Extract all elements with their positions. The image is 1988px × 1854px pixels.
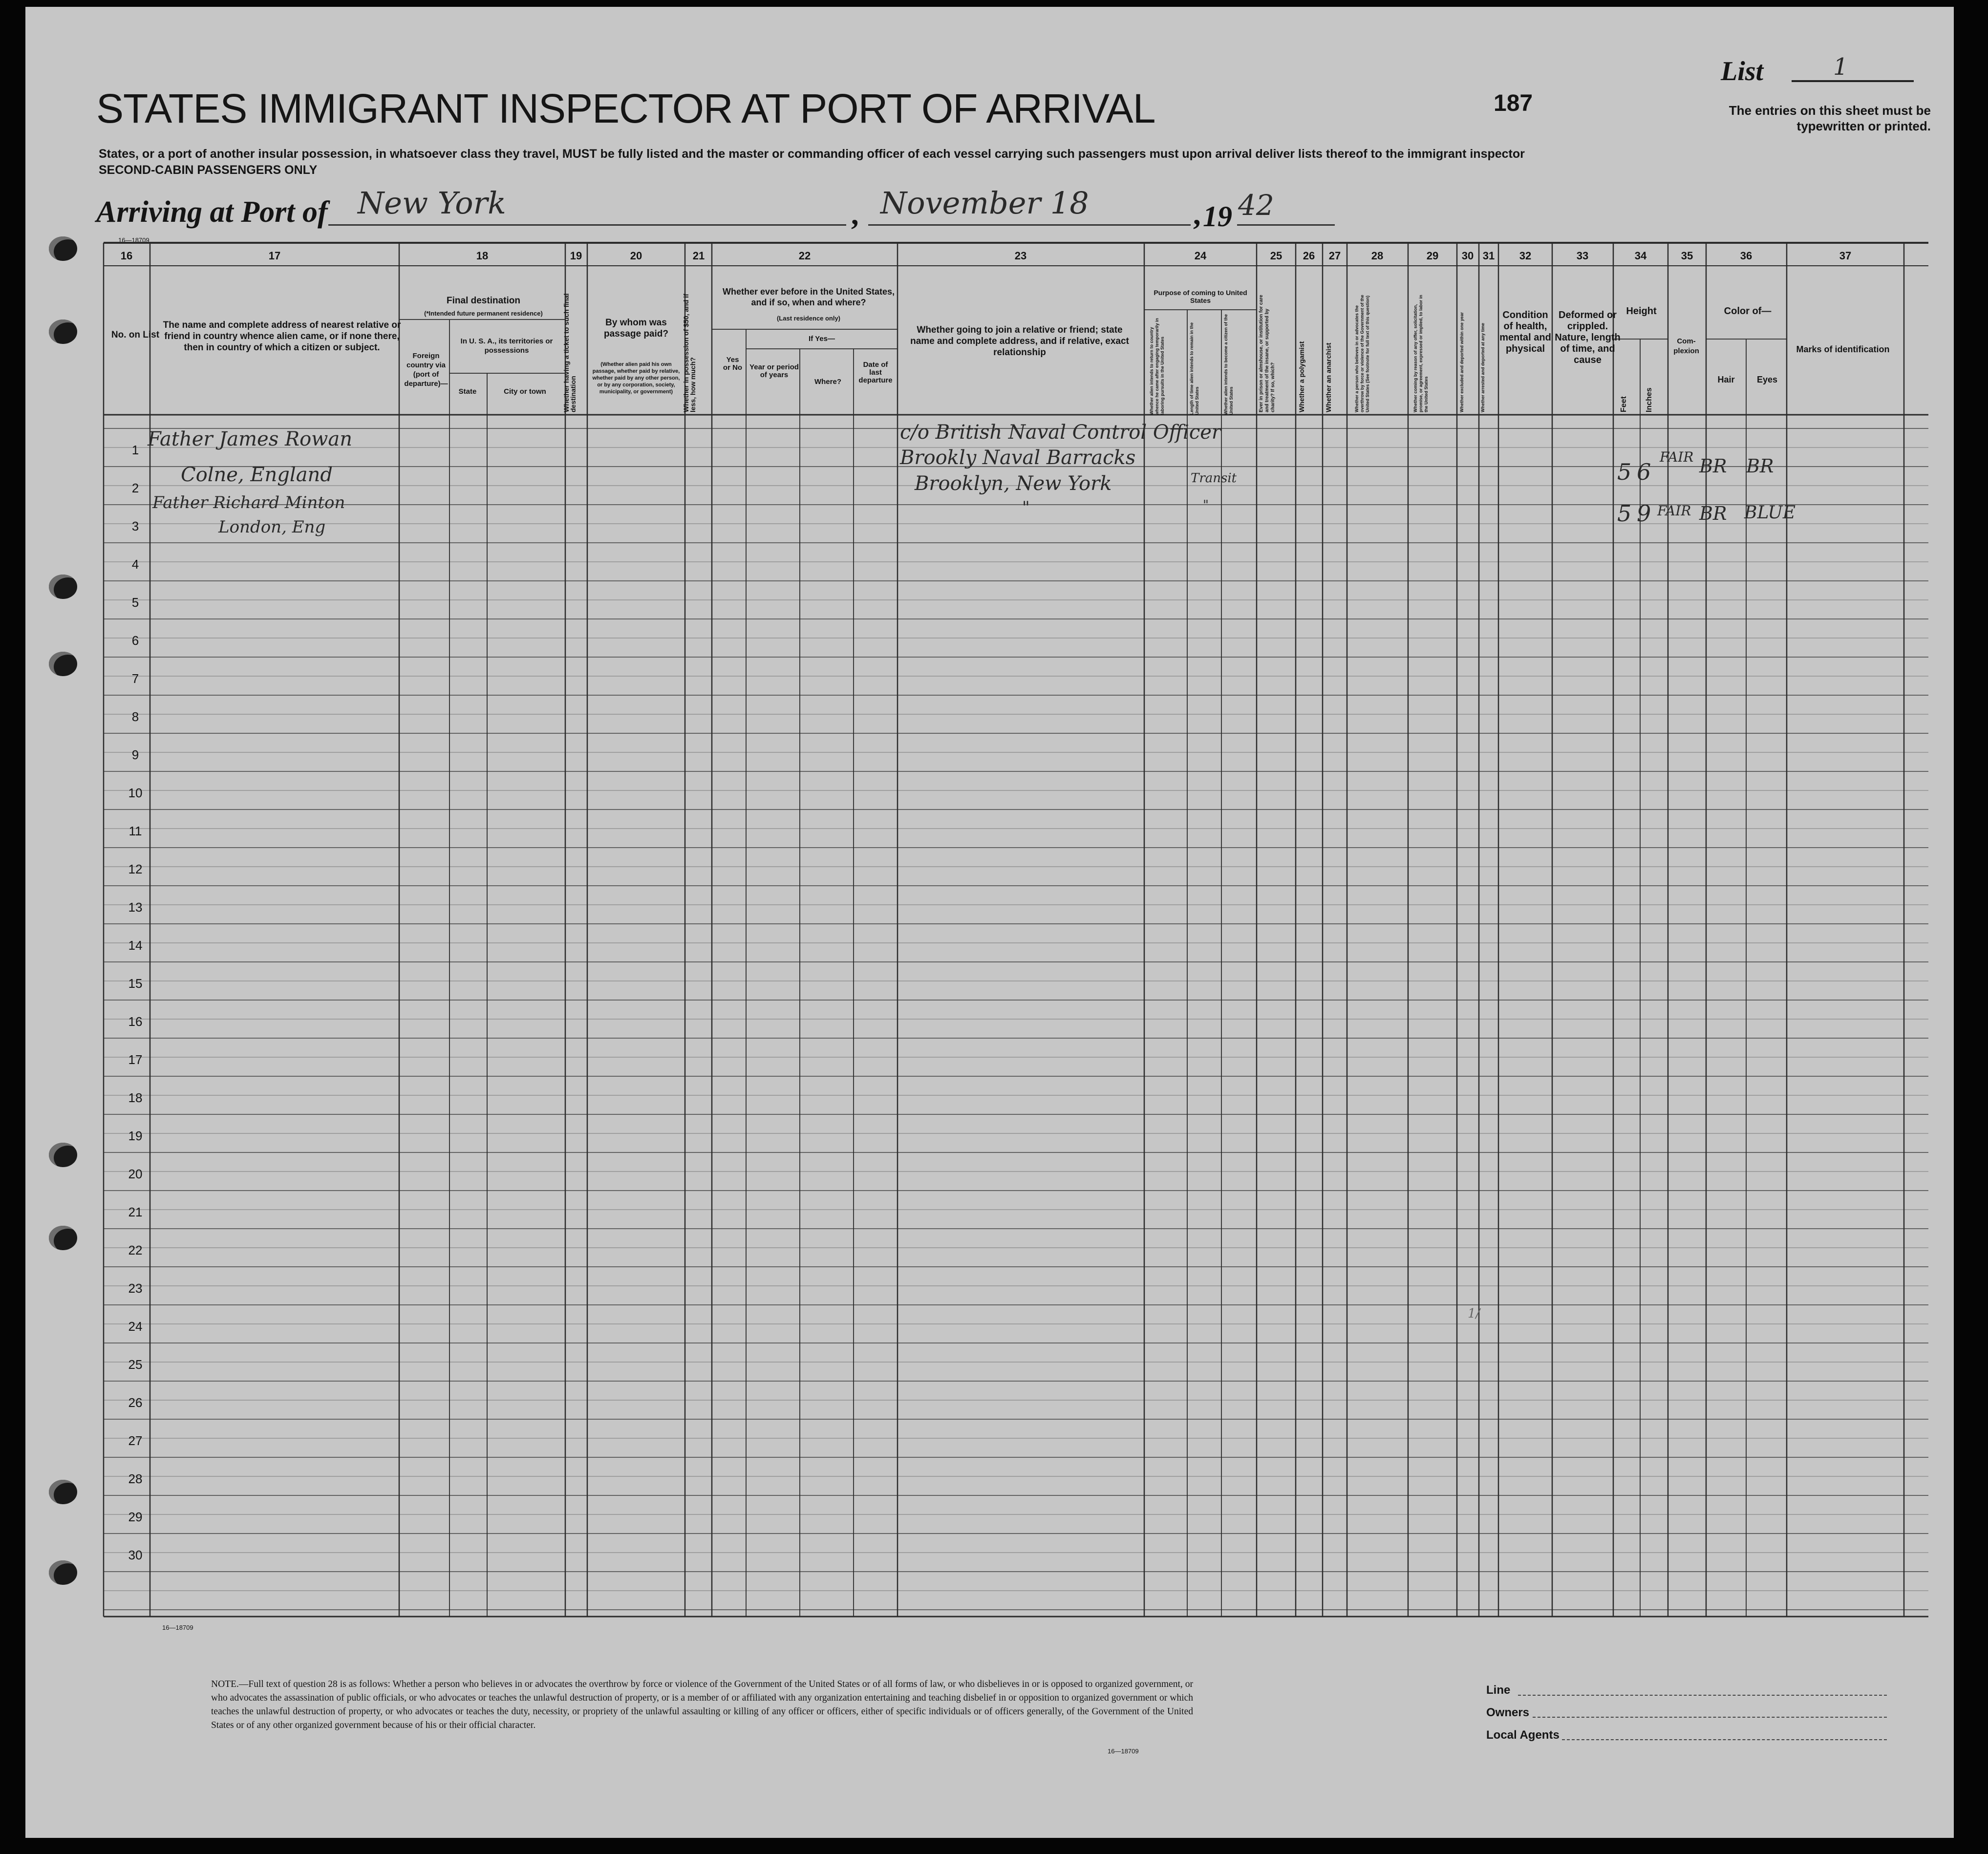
- r1-hair: BR: [1699, 455, 1727, 477]
- row-number: 23: [128, 1281, 143, 1296]
- column-number: 19: [570, 250, 582, 262]
- row-number: 19: [128, 1129, 143, 1143]
- r2-eyes: BLUE: [1744, 503, 1796, 523]
- column-number: 34: [1634, 250, 1647, 262]
- r1-eyes: BR: [1746, 455, 1774, 477]
- r2-relative-line2: London, Eng: [218, 517, 326, 537]
- r1-purpose: Transit: [1191, 471, 1237, 486]
- header-fifty-dollars: Whether in possession of $50, and if less, how much?: [682, 294, 697, 412]
- column-number: 31: [1482, 250, 1495, 262]
- header-purpose: Purpose of coming to United States: [1154, 289, 1247, 304]
- header-city: City or town: [504, 387, 546, 396]
- row-number: 18: [128, 1090, 143, 1105]
- column-number: 16: [120, 250, 133, 262]
- header-passage-paid-sub: (Whether alien paid his own passage, whether paid by relative, whether paid by any other person, or by any corporation, society, municipality, or government): [592, 362, 680, 395]
- r1-relative-line2: Colne, England: [181, 464, 333, 486]
- header-polygamist: Whether a polygamist: [1298, 341, 1305, 412]
- row-number: 13: [128, 900, 143, 915]
- sheet-number: 187: [1494, 90, 1533, 116]
- header-marks-identification: Marks of identification: [1796, 344, 1890, 354]
- separator-comma: ,: [851, 198, 859, 231]
- header-excluded: Whether excluded and deported within one year: [1459, 312, 1464, 412]
- header-inches: Inches: [1645, 387, 1653, 412]
- header-state: State: [458, 387, 477, 396]
- column-number: 17: [268, 250, 281, 262]
- header-q28: Whether a person who believes in or advocates the overthrow by force or violence of the Government of the United States (See footnote for full text of this question): [1354, 295, 1370, 412]
- header-purpose-a: Whether alien intends to return to country whence he came after engaging temporarily in laboring pursuits in the United States: [1149, 318, 1165, 415]
- row-number: 17: [128, 1052, 143, 1067]
- date-value: November 18: [880, 185, 1089, 221]
- column-number: 18: [476, 250, 489, 262]
- row-number: 12: [128, 862, 143, 876]
- column-number: 29: [1426, 250, 1439, 262]
- manifest-sheet: [25, 7, 1954, 1838]
- year-value: 42: [1238, 189, 1274, 222]
- header-eyes: Eyes: [1756, 375, 1778, 384]
- header-complexion: Com-plexion: [1673, 337, 1699, 355]
- row-number: 28: [128, 1471, 143, 1486]
- row-number: 24: [128, 1319, 143, 1334]
- header-hair: Hair: [1717, 375, 1735, 384]
- row-number: 5: [131, 595, 139, 610]
- column-number: 25: [1270, 250, 1283, 262]
- header-yes-or-no: Yes or No: [723, 356, 743, 372]
- local-agents-label: Local Agents: [1486, 1728, 1560, 1742]
- row-number: 30: [128, 1548, 143, 1562]
- owners-fill: [1533, 1717, 1887, 1718]
- header-going-to-join: Whether going to join a relative or friend; state name and complete address, and if relative, exact relationship: [910, 325, 1129, 358]
- header-prison: Ever in prison or almshouse, or institution for care and treatment of the insane, or supported by charity? If so, which?: [1259, 295, 1276, 412]
- header-if-yes: If Yes—: [809, 335, 835, 343]
- r1-relative-line1: Father James Rowan: [148, 428, 353, 450]
- column-number: 28: [1371, 250, 1384, 262]
- row-number: 11: [128, 824, 142, 838]
- header-anarchist: Whether an anarchist: [1325, 342, 1332, 412]
- column-number: 37: [1839, 250, 1852, 262]
- column-number: 23: [1014, 250, 1027, 262]
- row-number: 26: [128, 1395, 143, 1410]
- form-number: 16—18709: [118, 236, 150, 244]
- form-number-bottom: 16—18709: [162, 1624, 193, 1631]
- row-number: 3: [131, 519, 139, 533]
- column-number: 35: [1681, 250, 1693, 262]
- row-number: 29: [128, 1510, 143, 1524]
- owners-label: Owners: [1486, 1706, 1530, 1719]
- r24-mark: 1/: [1468, 1306, 1480, 1321]
- r1-join-line1: c/o British Naval Control Officer: [900, 421, 1221, 444]
- column-number: 33: [1576, 250, 1589, 262]
- r2-join-ditto: ": [1022, 498, 1030, 517]
- typewritten-notice: The entries on this sheet must be typewritten or printed.: [1729, 103, 1931, 133]
- header-q29: Whether coming by reason of any offer, solicitation, promise, or agreement, expressed or implied, to labor in the United States: [1413, 295, 1429, 412]
- header-final-destination: Final destination: [447, 296, 520, 306]
- header-height: Height: [1626, 306, 1657, 317]
- header-purpose-c: Whether alien intends to become a citizen of the United States: [1223, 314, 1234, 415]
- r2-inches: 9: [1637, 500, 1651, 527]
- lead-text-body: States, or a port of another insular possession, in whatsoever class they travel, MUST be fully listed and the master or commanding officer of each vessel carrying such passengers must upon arrival deliver lists thereof to the immigrant inspector: [99, 147, 1525, 161]
- header-feet: Feet: [1620, 396, 1628, 412]
- row-number: 27: [128, 1433, 143, 1448]
- page-title: STATES IMMIGRANT INSPECTOR AT PORT OF ARRIVAL: [96, 85, 1155, 131]
- header-where: Where?: [814, 378, 841, 386]
- row-number: 21: [128, 1205, 143, 1219]
- class-text: SECOND-CABIN PASSENGERS ONLY: [99, 163, 318, 177]
- separator-comma: ,: [1193, 198, 1201, 231]
- row-number: 15: [128, 976, 143, 991]
- header-final-destination-sub: (*Intended future permanent residence): [424, 310, 543, 317]
- header-in-usa: In U. S. A., its territories or possessions: [460, 337, 553, 355]
- header-passage-paid: By whom was passage paid?: [604, 318, 668, 339]
- header-foreign-country: Foreign country via (port of departure)—: [404, 352, 448, 388]
- header-color-of: Color of—: [1724, 306, 1772, 317]
- row-number: 7: [131, 671, 139, 686]
- row-number: 8: [131, 709, 139, 724]
- r2-relative-line1: Father Richard Minton: [152, 493, 345, 512]
- column-number: 20: [630, 250, 642, 262]
- row-number: 22: [128, 1243, 143, 1257]
- header-ever-before: Whether ever before in the United States, and if so, when and where?: [722, 287, 895, 307]
- column-number: 26: [1303, 250, 1315, 262]
- r1-feet: 5: [1617, 459, 1632, 485]
- row-number: 4: [131, 557, 139, 572]
- header-deformed: Deformed or crippled. Nature, length of time, and cause: [1555, 310, 1621, 365]
- header-no-on-list: No. on List: [111, 330, 160, 340]
- header-ever-before-sub: (Last residence only): [776, 315, 841, 322]
- line-fill: [1518, 1695, 1887, 1696]
- row-number: 16: [128, 1014, 143, 1029]
- header-year-period: Year or period of years: [749, 363, 799, 379]
- header-date-last-departure: Date of last departure: [858, 361, 893, 384]
- column-number: 22: [798, 250, 811, 262]
- row-number: 14: [128, 938, 143, 953]
- footnote: NOTE.—Full text of question 28 is as follows: Whether a person who believes in or advocates the overthrow by force or violence of the Government of the United States or of all forms of law, or who disbelieves in or is opposed to organized government, or who advocates the assassination of public officials, or who advocates or teaches the unlawful destruction of property, or is a member of or affiliated with any organization entertaining and teaching disbelief in or opposition to organized government or which teaches the unlawful destruction of property, or who advocates or teaches the duty, necessity, or propriety of the unlawful assaulting or killing of any officer or officers, either of specific individuals or of officers generally, of the Government of the United States or of any other organized government because of his or their official character.: [211, 1679, 1193, 1730]
- column-number: 21: [692, 250, 705, 262]
- local-agents-fill: [1562, 1739, 1887, 1740]
- column-number: 32: [1519, 250, 1532, 262]
- list-value: 1: [1833, 53, 1848, 81]
- row-number: 10: [128, 786, 143, 800]
- r1-inches: 6: [1637, 459, 1651, 485]
- row-number: 1: [131, 443, 139, 457]
- r1-join-line3: Brooklyn, New York: [915, 472, 1112, 495]
- arriving-label: Arriving at Port of: [96, 195, 328, 229]
- r2-purpose-ditto: ": [1203, 498, 1209, 512]
- year-prefix: 19: [1203, 200, 1232, 233]
- line-label: Line: [1486, 1684, 1511, 1697]
- port-value: New York: [358, 185, 506, 221]
- r1-join-line2: Brookly Naval Barracks: [900, 447, 1136, 469]
- header-purpose-b: Length of time alien intends to remain in the United States: [1189, 322, 1199, 415]
- row-number: 9: [131, 747, 139, 762]
- r2-feet: 5: [1617, 500, 1632, 527]
- row-number: 25: [128, 1357, 143, 1372]
- header-ticket: Whether having a ticket to such final destination: [562, 293, 577, 412]
- list-label: List: [1721, 56, 1764, 86]
- row-number: 2: [131, 481, 139, 495]
- r2-hair: BR: [1699, 503, 1727, 524]
- column-number: 27: [1328, 250, 1341, 262]
- column-number: 36: [1740, 250, 1753, 262]
- table-grid: [25, 7, 1954, 1838]
- row-number: 20: [128, 1167, 143, 1181]
- header-nearest-relative: The name and complete address of nearest relative or friend in country whence alien came, or if none there, then in country of which a citizen or subject.: [163, 320, 401, 353]
- column-number: 24: [1194, 250, 1207, 262]
- r1-complexion: FAIR: [1660, 449, 1694, 465]
- header-condition-health: Condition of health, mental and physical: [1499, 310, 1551, 354]
- r2-complexion: FAIR: [1657, 503, 1691, 519]
- column-number: 30: [1461, 250, 1474, 262]
- header-arrested: Whether arrested and deported at any time: [1480, 322, 1485, 412]
- row-number: 6: [131, 633, 139, 648]
- footnote-form-number: 16—18709: [1108, 1747, 1139, 1755]
